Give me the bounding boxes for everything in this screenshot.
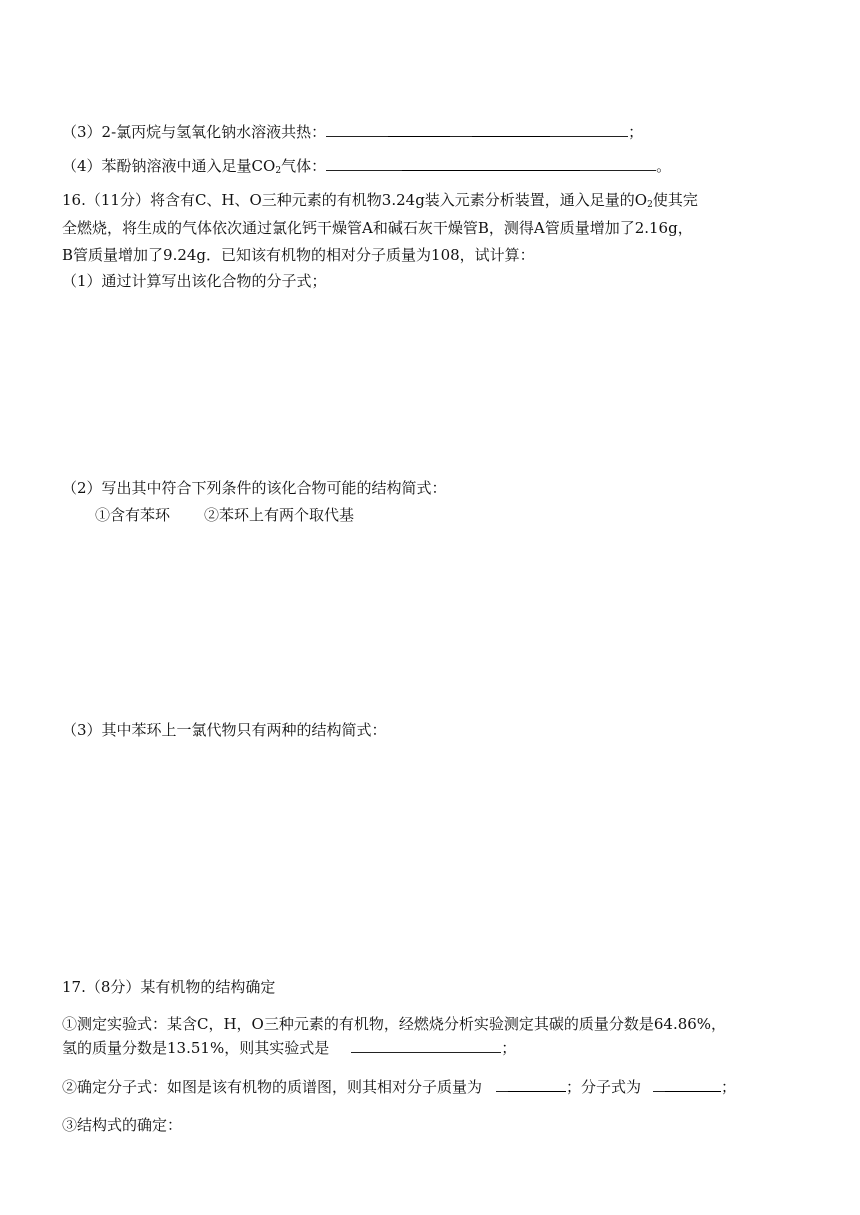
q17-step2 bbox=[62, 1076, 736, 1097]
answer-blank[interactable] bbox=[450, 121, 472, 137]
q16-stem-text: 16.（11分）将含有C、H、O三种元素的有机物3.24g装入元素分析装置，通入足量的O bbox=[62, 191, 648, 209]
q15-part3-end: ； bbox=[628, 123, 644, 141]
q16-stem-line2: 全燃烧，将生成的气体依次通过氯化钙干燥管A和碱石灰干燥管B，测得A管质量增加了2.16g， bbox=[62, 219, 693, 237]
q15-part4-text: （4）苯酚钠溶液中通入足量CO bbox=[62, 157, 276, 175]
q17-step1-line1: ①测定实验式：某含C，H，O三种元素的有机物，经燃烧分析实验测定其碳的质量分数是64.86%， bbox=[62, 1015, 727, 1033]
answer-blank[interactable] bbox=[580, 155, 656, 171]
q15-part4-text-after: 气体： bbox=[281, 157, 327, 175]
q16-conditions bbox=[95, 505, 354, 525]
q15-part3-text: （3）2-氯丙烷与氢氧化钠水溶液共热： bbox=[62, 123, 327, 141]
q15-part3 bbox=[62, 121, 643, 142]
q17-step1-line2 bbox=[62, 1037, 516, 1058]
q17-step2-end: ； bbox=[721, 1078, 737, 1096]
q17-step1-end: ； bbox=[501, 1039, 517, 1057]
subscript: 2 bbox=[647, 200, 653, 210]
condition-1: ①含有苯环 bbox=[95, 506, 171, 524]
q17-title: 17.（8分）某有机物的结构确定 bbox=[62, 978, 276, 996]
q16-stem-text-after: 使其完 bbox=[652, 191, 698, 209]
condition-2: ②苯环上有两个取代基 bbox=[204, 506, 355, 524]
answer-blank[interactable] bbox=[326, 121, 388, 137]
q17-step2-mid: ；分子式为 bbox=[566, 1078, 642, 1096]
q16-stem-line1 bbox=[62, 190, 698, 215]
q15-part4 bbox=[62, 155, 671, 181]
answer-blank[interactable] bbox=[472, 121, 550, 137]
answer-blank[interactable] bbox=[550, 121, 628, 137]
molecular-formula-blank[interactable] bbox=[665, 1076, 721, 1092]
answer-blank[interactable] bbox=[388, 121, 450, 137]
molecular-mass-blank[interactable] bbox=[508, 1076, 566, 1092]
answer-blank[interactable] bbox=[326, 155, 402, 171]
q16-part1: （1）通过计算写出该化合物的分子式； bbox=[62, 272, 327, 290]
q16-part3: （3）其中苯环上一氯代物只有两种的结构简式： bbox=[62, 721, 387, 739]
q16-part2: （2）写出其中符合下列条件的该化合物可能的结构简式： bbox=[62, 479, 447, 497]
answer-blank[interactable] bbox=[496, 1076, 508, 1092]
q17-step3: ③结构式的确定： bbox=[62, 1116, 183, 1134]
empirical-formula-blank[interactable] bbox=[351, 1037, 501, 1053]
q17-step2-text: ②确定分子式：如图是该有机物的质谱图，则其相对分子质量为 bbox=[62, 1078, 483, 1096]
answer-blank[interactable] bbox=[653, 1076, 665, 1092]
answer-blank[interactable] bbox=[402, 155, 580, 171]
subscript: 2 bbox=[275, 166, 282, 176]
q17-step1-text: 氢的质量分数是13.51%，则其实验式是 bbox=[62, 1039, 330, 1057]
q15-part4-end: 。 bbox=[656, 157, 672, 175]
q16-stem-line3: B管质量增加了9.24g．已知该有机物的相对分子质量为108，试计算： bbox=[62, 246, 535, 264]
